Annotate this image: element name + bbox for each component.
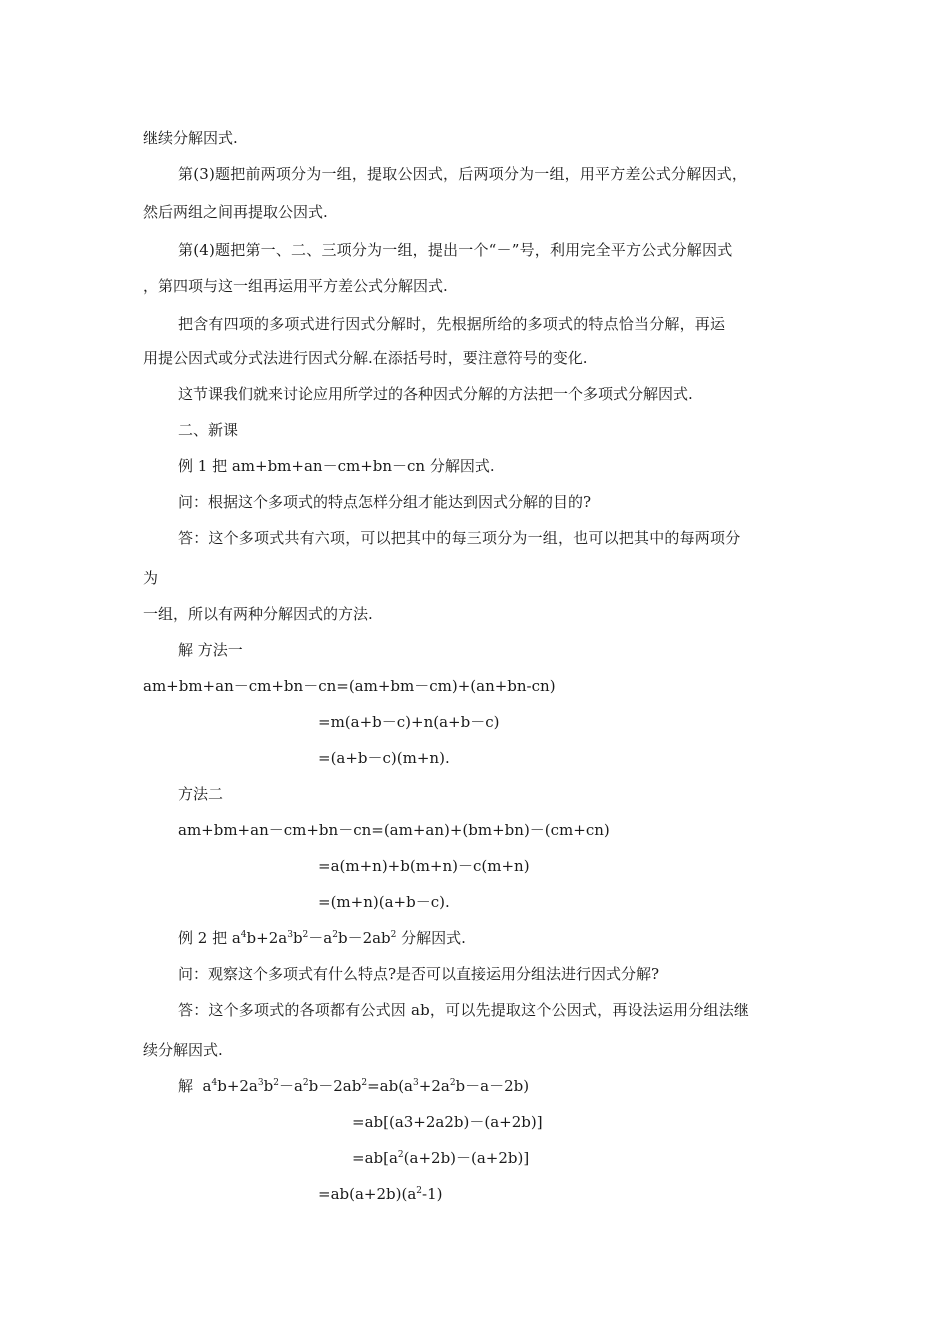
formula-line: am+bm+an－cm+bn－cn=(am+bm－cm)+(an+bn-cn)	[143, 677, 556, 695]
formula-line: =(m+n)(a+b－c).	[318, 893, 450, 911]
formula-line: =m(a+b－c)+n(a+b－c)	[318, 713, 500, 731]
text-line: 一组，所以有两种分解因式的方法.	[143, 605, 373, 623]
text-line: 然后两组之间再提取公因式.	[143, 203, 328, 221]
formula-line: $=ab[a^2(a+2b)-(a+2b)]$	[352, 1149, 530, 1167]
text-line: 第(4)题把第一、二、三项分为一组，提出一个“－”号，利用完全平方公式分解因式	[178, 241, 733, 259]
method-label: 方法二	[178, 785, 224, 803]
formula-line: am+bm+an－cm+bn－cn=(am+an)+(bm+bn)－(cm+cn)	[178, 821, 610, 839]
text-line: 把含有四项的多项式进行因式分解时，先根据所给的多项式的特点恰当分解，再运	[178, 315, 726, 333]
text-line: 继续分解因式.	[143, 129, 238, 147]
text-line: 第(3)题把前两项分为一组，提取公因式，后两项分为一组，用平方差公式分解因式，	[178, 165, 748, 183]
answer-line: 答：这个多项式的各项都有公式因 ab，可以先提取这个公因式，再设法运用分组法继	[178, 1001, 750, 1019]
text-line: 为	[143, 569, 159, 587]
text-line: 续分解因式.	[143, 1041, 223, 1059]
text-line: 这节课我们就来讨论应用所学过的各种因式分解的方法把一个多项式分解因式.	[178, 385, 693, 403]
section-heading: 二、新课	[178, 421, 239, 439]
formula-line: =a(m+n)+b(m+n)－c(m+n)	[318, 857, 530, 875]
example-1-title: 例 1 把 am+bm+an－cm+bn－cn 分解因式.	[178, 457, 495, 475]
formula-line: =ab[(a3+2a2b)－(a+2b)]	[352, 1113, 543, 1131]
text-line: ，第四项与这一组再运用平方差公式分解因式.	[143, 277, 448, 295]
question-line: 问：根据这个多项式的特点怎样分组才能达到因式分解的目的?	[178, 493, 592, 511]
example-2-title: 例 2 把 $a^4b+2a^3b^2-a^2b-2ab^2$ 分解因式.	[178, 929, 466, 947]
question-line: 问：观察这个多项式有什么特点?是否可以直接运用分组法进行因式分解?	[178, 965, 660, 983]
formula-line: =(a+b－c)(m+n).	[318, 749, 450, 767]
formula-line: $=ab(a+2b)(a^2-1)$	[318, 1185, 443, 1203]
text-line: 用提公因式或分式法进行因式分解.在添括号时，要注意符号的变化.	[143, 349, 588, 367]
solution-formula: 解 $a^4b+2a^3b^2-a^2b-2ab^2=ab(a^3+2a^2b-a-2b)$	[178, 1077, 530, 1095]
solution-label: 解 方法一	[178, 641, 243, 659]
answer-line: 答：这个多项式共有六项，可以把其中的每三项分为一组，也可以把其中的每两项分	[178, 529, 741, 547]
